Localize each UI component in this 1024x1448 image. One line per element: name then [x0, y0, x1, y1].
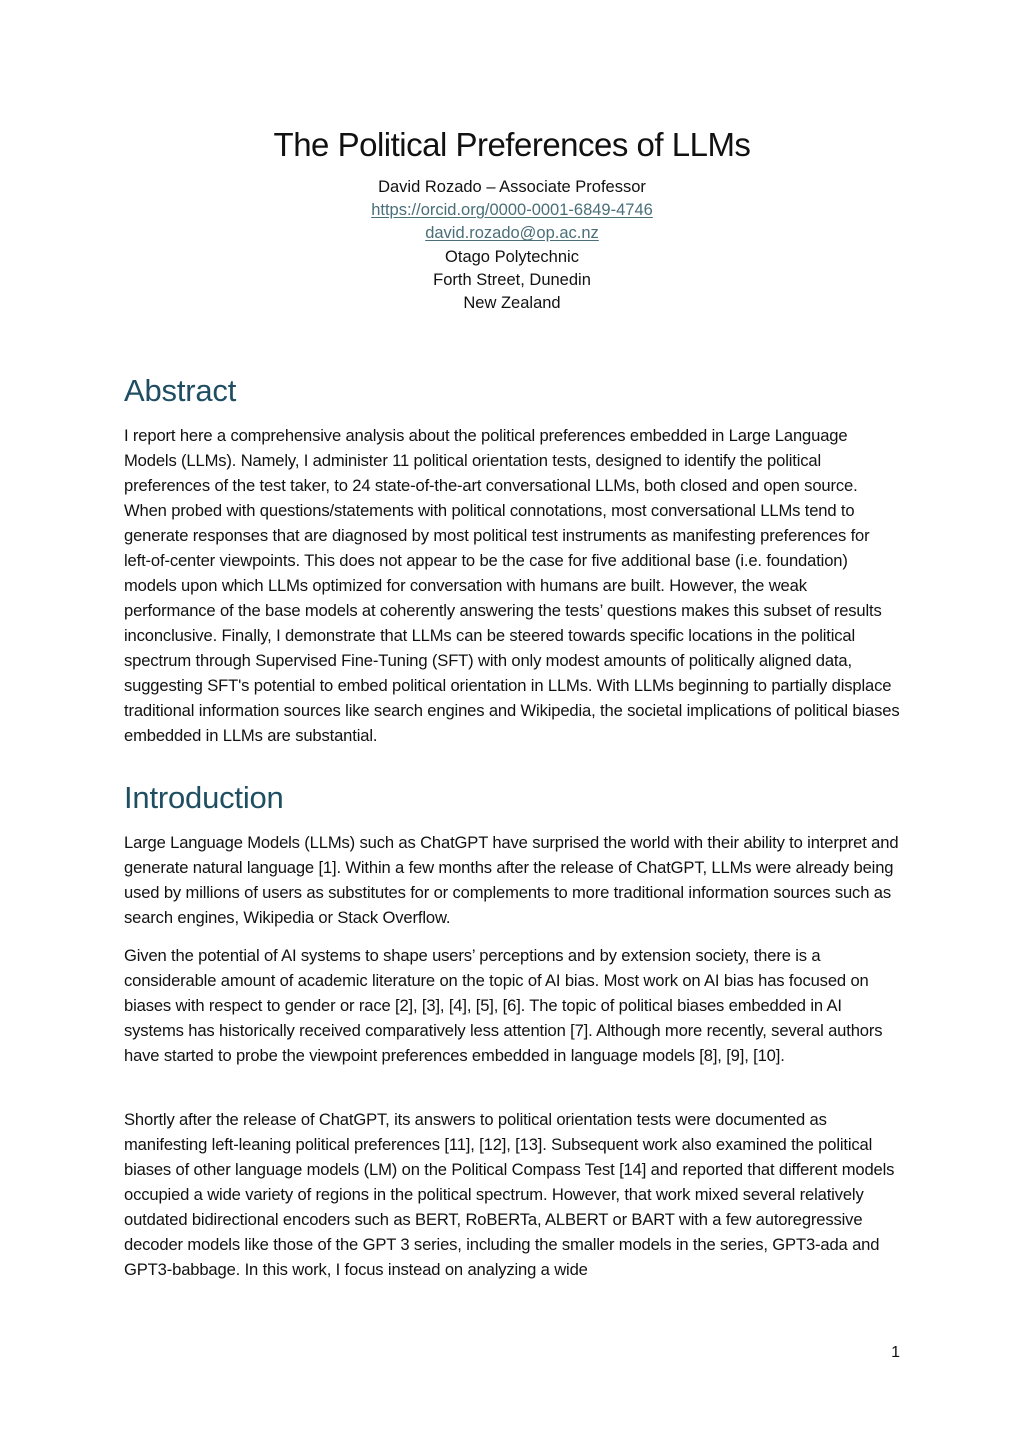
page-number: 1: [891, 1344, 900, 1361]
author-name: David Rozado – Associate Professor: [378, 178, 646, 196]
introduction-paragraph-2: Given the potential of AI systems to shape users’ perceptions and by extension society, there is a considerable amount of academic literature on the topic of AI bias. Most work on AI bias has focused on biases with respect to gender or race [2], [3], [4], [5], [6]. The topic of political biases embedded in AI systems has historically received comparatively less attention [7]. Although more recently, several authors have started to probe the viewpoint preferences embedded in language models [8], [9], [10].: [124, 946, 883, 1065]
introduction-heading: Introduction: [124, 780, 284, 815]
introduction-paragraph-3: Shortly after the release of ChatGPT, its answers to political orientation tests were documented as manifesting left-leaning political preferences [11], [12], [13]. Subsequent work also examined the political biases of other language models (LM) on the Political Compass Test [14] and reported that different models occupied a wide variety of regions in the political spectrum. However, that work mixed several relatively outdated bidirectional encoders such as BERT, RoBERTa, ALBERT or BART with a few autoregressive decoder models like those of the GPT 3 series, including the smaller models in the series, GPT3-ada and GPT3-babbage. In this work, I focus instead on analyzing a wide: [124, 1110, 895, 1279]
author-street: Forth Street, Dunedin: [433, 270, 591, 289]
author-country: New Zealand: [463, 294, 561, 313]
abstract-heading: Abstract: [124, 373, 237, 408]
author-block: [0, 176, 1024, 315]
abstract-paragraph: I report here a comprehensive analysis about the political preferences embedded in Large Language Models (LLMs). Namely, I administer 11 political orientation tests, designed to identify the political preferences of the test taker, to 24 state-of-the-art conversational LLMs, both closed and open source. When probed with questions/statements with political connotations, most conversational LLMs tend to generate responses that are diagnosed by most political test instruments as manifesting preferences for left-of-center viewpoints. This does not appear to be the case for five additional base (i.e. foundation) models upon which LLMs optimized for conversation with humans are built. However, the weak performance of the base models at coherently answering the tests’ questions makes this subset of results inconclusive. Finally, I demonstrate that LLMs can be steered towards specific locations in the political spectrum through Supervised Fine-Tuning (SFT) with only modest amounts of politically aligned data, suggesting SFT's potential to embed political orientation in LLMs. With LLMs beginning to partially displace traditional information sources like search engines and Wikipedia, the societal implications of political biases embedded in LLMs are substantial.: [124, 426, 900, 745]
paper-title: The Political Preferences of LLMs: [273, 126, 751, 163]
introduction-paragraph-1: Large Language Models (LLMs) such as ChatGPT have surprised the world with their ability to interpret and generate natural language [1]. Within a few months after the release of ChatGPT, LLMs were already being used by millions of users as substitutes for or complements to more traditional information sources such as search engines, Wikipedia or Stack Overflow.: [124, 833, 899, 927]
author-institution: Otago Polytechnic: [445, 247, 579, 266]
orcid-link[interactable]: https://orcid.org/0000-0001-6849-4746: [371, 201, 653, 220]
email-link[interactable]: david.rozado@op.ac.nz: [425, 224, 599, 243]
